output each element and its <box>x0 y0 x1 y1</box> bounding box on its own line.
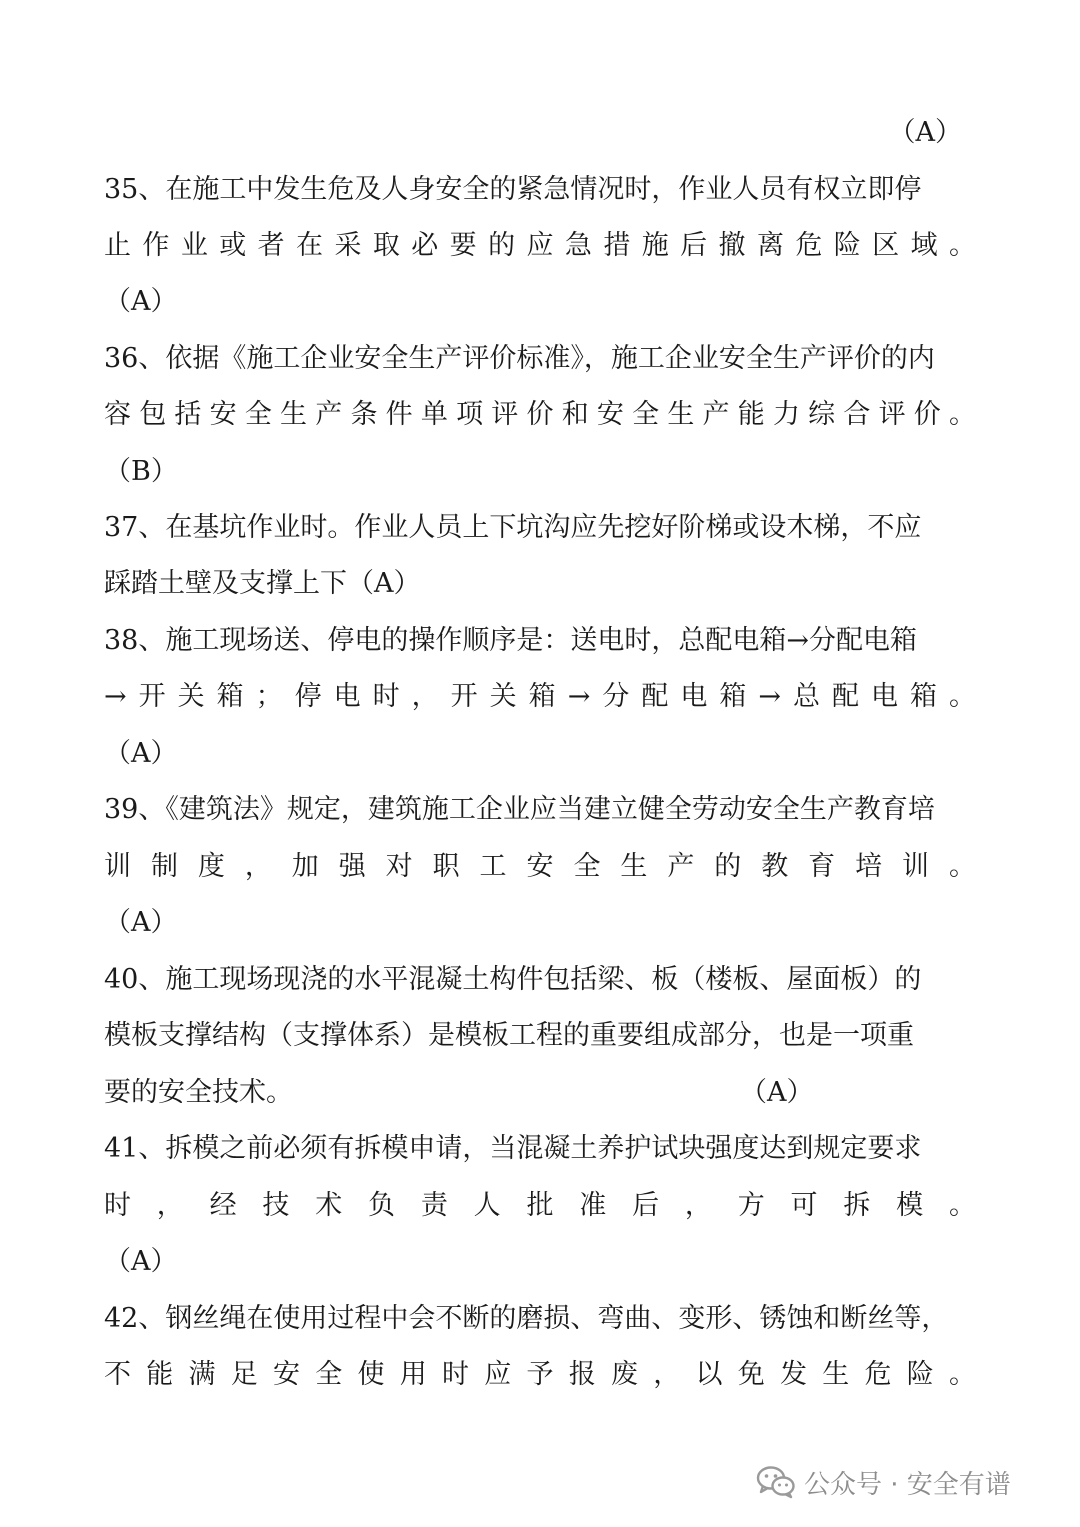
wechat-icon <box>756 1465 796 1499</box>
question-38-line-2: →开关箱；停电时，开关箱→分配电箱→总配电箱。 <box>104 681 976 712</box>
watermark <box>756 1462 1011 1502</box>
answer-34: （A） <box>888 117 962 148</box>
answer-35: （A） <box>104 286 178 317</box>
answer-39: （A） <box>104 907 178 938</box>
question-41-line-2: 时，经技术负责人批准后，方可拆模。 <box>104 1190 976 1221</box>
question-39-line-2: 训制度，加强对职工安全生产的教育培训。 <box>104 851 976 882</box>
question-35-line-1: 35、在施工中发生危及人身安全的紧急情况时，作业人员有权立即停 <box>104 174 922 205</box>
question-40-line-1: 40、施工现场现浇的水平混凝土构件包括梁、板（楼板、屋面板）的 <box>104 964 922 995</box>
answer-40: （A） <box>740 1077 814 1108</box>
question-40-line-2: 模板支撑结构（支撑体系）是模板工程的重要组成部分，也是一项重 <box>104 1020 914 1051</box>
question-35-line-2: 止作业或者在采取必要的应急措施后撤离危险区域。 <box>104 230 976 261</box>
question-36-line-2: 容包括安全生产条件单项评价和安全生产能力综合评价。 <box>104 399 976 430</box>
answer-36: （B） <box>104 456 178 487</box>
question-42-line-2: 不能满足安全使用时应予报废，以免发生危险。 <box>104 1359 976 1390</box>
question-40-line-3-text: 要的安全技术。 <box>104 1077 293 1108</box>
question-37-line-1: 37、在基坑作业时。作业人员上下坑沟应先挖好阶梯或设木梯，不应 <box>104 512 922 543</box>
question-41-line-1: 41、拆模之前必须有拆模申请，当混凝土养护试块强度达到规定要求 <box>104 1133 922 1164</box>
question-36-line-1: 36、依据《施工企业安全生产评价标准》，施工企业安全生产评价的内 <box>104 343 935 374</box>
question-40-line-3 <box>104 1075 976 1111</box>
question-42-line-1: 42、钢丝绳在使用过程中会不断的磨损、弯曲、变形、锈蚀和断丝等， <box>104 1303 949 1334</box>
question-37-line-2: 踩踏土壁及支撑上下（A） <box>104 568 421 599</box>
answer-38: （A） <box>104 738 178 769</box>
question-38-line-1: 38、施工现场送、停电的操作顺序是：送电时，总配电箱→分配电箱 <box>104 625 917 656</box>
question-39-line-1: 39、《建筑法》规定，建筑施工企业应当建立健全劳动安全生产教育培 <box>104 794 935 825</box>
answer-41: （A） <box>104 1246 178 1277</box>
watermark-text: 公众号 · 安全有谱 <box>804 1469 1011 1500</box>
